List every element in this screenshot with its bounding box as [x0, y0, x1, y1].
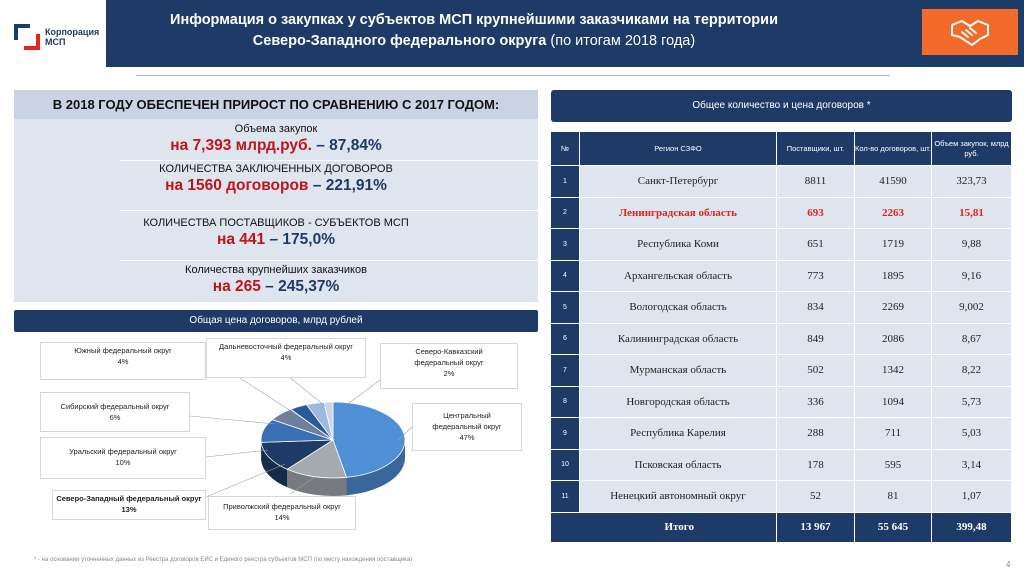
summary-value-highlight: на 1560 договоров	[165, 177, 309, 194]
summary-value-percent: – 221,91%	[308, 177, 387, 194]
title-line2	[106, 31, 842, 52]
cell-suppliers: 52	[777, 481, 855, 513]
callout-value: 13%	[121, 505, 137, 514]
cell-number: 8	[551, 387, 580, 419]
callout-value: 4%	[280, 353, 292, 362]
header-volume: Объем закупок, млрд руб.	[932, 132, 1012, 166]
callout-name: Южный федеральный округ	[74, 346, 172, 355]
pie-callout-ural	[40, 437, 206, 479]
cell-volume: 9,16	[932, 261, 1012, 293]
summary-value-percent: – 175,0%	[265, 231, 335, 248]
summary-value-highlight: на 441	[217, 231, 266, 248]
summary-value-highlight: на 7,393 млрд.руб.	[170, 137, 312, 154]
callout-value: 14%	[274, 513, 290, 522]
contracts-table	[551, 132, 1012, 543]
total-suppliers: 13 967	[777, 513, 855, 543]
total-label: Итого	[551, 513, 777, 543]
cell-suppliers: 288	[777, 418, 855, 450]
cell-suppliers: 849	[777, 324, 855, 356]
summary-label: Объема закупок	[234, 123, 318, 135]
cell-suppliers: 693	[777, 198, 855, 230]
callout-value: 47%	[459, 433, 475, 442]
cell-contracts: 2086	[855, 324, 932, 356]
table-row	[551, 198, 1012, 230]
cell-contracts: 1719	[855, 229, 932, 261]
cell-region: Новгородская область	[580, 387, 777, 419]
callout-name: Дальневосточный федеральный округ	[219, 342, 353, 351]
growth-summary	[14, 90, 538, 302]
summary-item-suppliers	[14, 216, 538, 250]
table-row	[551, 450, 1012, 482]
logo-mark-icon	[14, 24, 40, 50]
cell-contracts: 1895	[855, 261, 932, 293]
table-row	[551, 355, 1012, 387]
table-row	[551, 324, 1012, 356]
footnote: * - на основании уточненных данных из Реестра договоров ЕИС и Единого реестра субъектов МСП (по месту нахождения поставщика)	[34, 557, 413, 563]
table-header-row	[551, 132, 1012, 166]
cell-suppliers: 773	[777, 261, 855, 293]
logo-line1: Корпорация	[45, 27, 100, 37]
pie-callout-south	[40, 342, 206, 380]
summary-item-volume	[14, 122, 538, 156]
cell-number: 2	[551, 198, 580, 230]
header-banner	[106, 0, 1024, 67]
cell-region: Псковская область	[580, 450, 777, 482]
page-number: 4	[1006, 560, 1011, 569]
cell-number: 7	[551, 355, 580, 387]
summary-heading: В 2018 ГОДУ ОБЕСПЕЧЕН ПРИРОСТ ПО СРАВНЕНИЮ С 2017 ГОДОМ:	[14, 90, 538, 119]
cell-suppliers: 336	[777, 387, 855, 419]
summary-label: КОЛИЧЕСТВА ПОСТАВЩИКОВ - СУБЪЕКТОВ МСП	[143, 217, 409, 229]
cell-contracts: 595	[855, 450, 932, 482]
callout-name: Уральский федеральный округ	[69, 447, 177, 456]
company-logo	[14, 20, 104, 54]
cell-volume: 9,002	[932, 292, 1012, 324]
cell-contracts: 41590	[855, 166, 932, 198]
cell-region: Архангельская область	[580, 261, 777, 293]
header-contracts: Кол-во договоров, шт.	[855, 132, 932, 166]
callout-value: 2%	[443, 369, 455, 378]
cell-suppliers: 8811	[777, 166, 855, 198]
callout-name: Северо-Кавказский федеральный округ	[414, 347, 484, 367]
total-contracts: 55 645	[855, 513, 932, 543]
cell-contracts: 1342	[855, 355, 932, 387]
summary-value-highlight: на 265	[212, 278, 261, 295]
summary-separator	[120, 210, 538, 211]
cell-region: Республика Карелия	[580, 418, 777, 450]
table-row	[551, 481, 1012, 513]
cell-volume: 323,73	[932, 166, 1012, 198]
callout-name: Центральный федеральный округ	[432, 411, 502, 431]
cell-suppliers: 651	[777, 229, 855, 261]
cell-number: 6	[551, 324, 580, 356]
cell-contracts: 1094	[855, 387, 932, 419]
callout-leader-line	[345, 380, 380, 406]
cell-contracts: 2263	[855, 198, 932, 230]
callout-leader-line	[206, 450, 268, 457]
summary-value	[14, 176, 538, 196]
callout-leader-line	[190, 416, 275, 424]
summary-label: КОЛИЧЕСТВА ЗАКЛЮЧЕННЫХ ДОГОВОРОВ	[159, 163, 393, 175]
header-region: Регион СЗФО	[580, 132, 777, 166]
cell-region: Санкт-Петербург	[580, 166, 777, 198]
cell-region: Ненецкий автономный округ	[580, 481, 777, 513]
table-row	[551, 261, 1012, 293]
summary-label: Количества крупнейших заказчиков	[185, 264, 367, 276]
table-title: Общее количество и цена договоров *	[551, 90, 1012, 122]
summary-value-percent: – 245,37%	[260, 278, 340, 295]
header-divider	[136, 75, 890, 76]
cell-region: Мурманская область	[580, 355, 777, 387]
cell-contracts: 81	[855, 481, 932, 513]
cell-suppliers: 834	[777, 292, 855, 324]
pie-callout-central	[412, 403, 522, 451]
cell-number: 10	[551, 450, 580, 482]
title-line1: Информация о закупках у субъектов МСП крупнейшими заказчиками на территории	[170, 12, 778, 28]
callout-name: Северо-Западный федеральный округ	[56, 494, 202, 503]
cell-volume: 5,03	[932, 418, 1012, 450]
cell-region: Ленинградская область	[580, 198, 777, 230]
table-row	[551, 387, 1012, 419]
pie-callout-north-caucasus	[380, 343, 518, 389]
logo-text	[45, 27, 99, 47]
title-line2-bold: Северо-Западного федерального округа	[252, 33, 547, 49]
callout-value: 6%	[109, 413, 121, 422]
summary-value-percent: – 87,84%	[311, 137, 382, 154]
pie-callout-siberia	[40, 392, 190, 432]
callout-name: Сибирский федеральный округ	[60, 402, 170, 411]
cell-suppliers: 502	[777, 355, 855, 387]
cell-number: 5	[551, 292, 580, 324]
cell-number: 3	[551, 229, 580, 261]
pie-callout-far-east	[206, 338, 366, 378]
total-volume: 399,48	[932, 513, 1012, 543]
cell-volume: 8,67	[932, 324, 1012, 356]
summary-separator	[120, 160, 538, 161]
cell-contracts: 711	[855, 418, 932, 450]
summary-separator	[120, 260, 538, 261]
cell-region: Калининградская область	[580, 324, 777, 356]
summary-value	[14, 136, 538, 156]
callout-leader-line	[206, 464, 285, 497]
table-row	[551, 292, 1012, 324]
table-row	[551, 166, 1012, 198]
cell-volume: 15,81	[932, 198, 1012, 230]
cell-region: Вологодская область	[580, 292, 777, 324]
page-title	[106, 10, 842, 52]
logo-line2: МСП	[45, 37, 66, 47]
summary-item-contracts	[14, 162, 538, 196]
callout-leader-line	[288, 376, 325, 406]
cell-volume: 8,22	[932, 355, 1012, 387]
cell-volume: 9,88	[932, 229, 1012, 261]
summary-item-customers	[14, 263, 538, 297]
cell-number: 1	[551, 166, 580, 198]
cell-region: Республика Коми	[580, 229, 777, 261]
cell-number: 4	[551, 261, 580, 293]
cell-volume: 1,07	[932, 481, 1012, 513]
callout-name: Приволжский федеральный округ	[223, 502, 341, 511]
table-row	[551, 229, 1012, 261]
callout-value: 4%	[117, 357, 129, 366]
cell-number: 9	[551, 418, 580, 450]
header-number: №	[551, 132, 580, 166]
cell-volume: 5,73	[932, 387, 1012, 419]
pie-chart-title: Общая цена договоров, млрд рублей	[14, 310, 538, 332]
summary-value	[14, 230, 538, 250]
table-row	[551, 418, 1012, 450]
title-line2-light: (по итогам 2018 года)	[546, 33, 696, 49]
pie-callout-north-west	[52, 490, 206, 520]
handshake-icon	[922, 9, 1018, 55]
summary-value	[14, 277, 538, 297]
cell-number: 11	[551, 481, 580, 513]
cell-contracts: 2269	[855, 292, 932, 324]
callout-value: 10%	[115, 458, 131, 467]
cell-suppliers: 178	[777, 450, 855, 482]
table-total-row	[551, 513, 1012, 543]
cell-volume: 3,14	[932, 450, 1012, 482]
pie-callout-volga	[208, 496, 356, 530]
header-suppliers: Поставщики, шт.	[777, 132, 855, 166]
